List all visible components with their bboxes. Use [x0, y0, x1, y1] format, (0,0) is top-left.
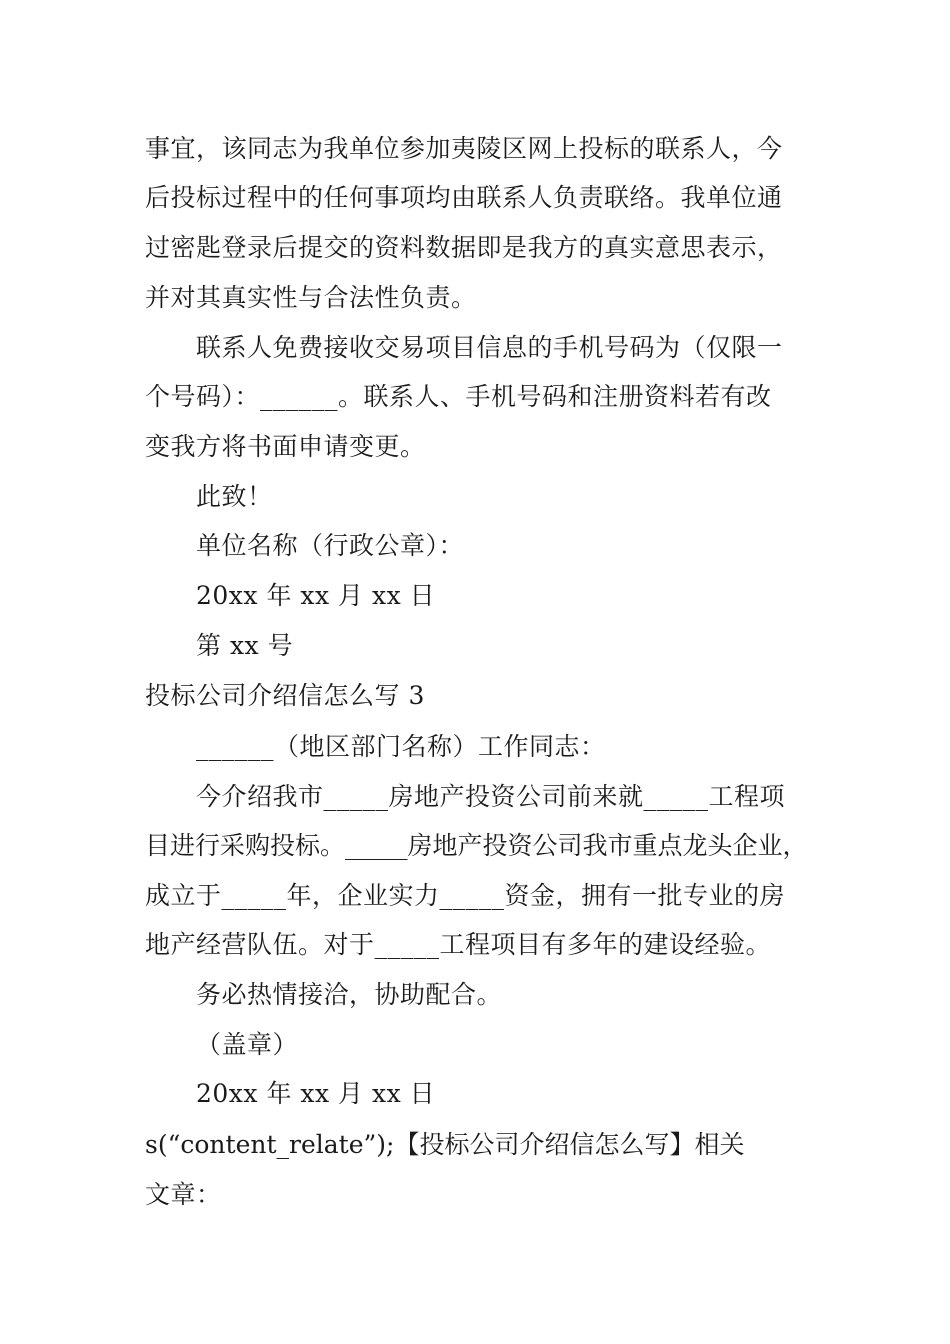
body-text-line: 后投标过程中的任何事项均由联系人负责联络。我单位通: [145, 183, 783, 212]
related-articles-label-continued: 文章：: [145, 1180, 222, 1209]
related-articles-label: s(“content_relate”);【投标公司介绍信怎么写】相关: [145, 1130, 745, 1159]
section-heading: 投标公司介绍信怎么写 3: [145, 681, 425, 710]
body-text-line: 过密匙登录后提交的资料数据即是我方的真实意思表示，: [145, 233, 783, 262]
body-text-line: 事宜，该同志为我单位参加夷陵区网上投标的联系人，今: [145, 134, 783, 163]
body-text-line: 联系人免费接收交易项目信息的手机号码为（仅限一: [196, 333, 783, 362]
body-text-line: 并对其真实性与合法性负责。: [145, 283, 477, 312]
date-text: 20xx 年 xx 月 xx 日: [196, 1079, 436, 1108]
body-text-line: 成立于_____年，企业实力_____资金，拥有一批专业的房: [145, 881, 786, 910]
body-text-line: 目进行采购投标。_____房地产投资公司我市重点龙头企业，: [145, 831, 808, 860]
closing-text: 务必热情接洽，协助配合。: [196, 980, 503, 1009]
body-text-line: 今介绍我市_____房地产投资公司前来就_____工程项: [196, 782, 786, 811]
seal-label: （盖章）: [196, 1030, 299, 1059]
body-text-line: 个号码）：______。联系人、手机号码和注册资料若有改: [145, 382, 772, 411]
addressee-line: ______（地区部门名称）工作同志：: [196, 732, 606, 761]
body-text-line: 地产经营队伍。对于_____工程项目有多年的建设经验。: [145, 930, 772, 959]
date-text: 20xx 年 xx 月 xx 日: [196, 581, 436, 610]
unit-name-label: 单位名称（行政公章）：: [196, 531, 465, 560]
body-text-line: 变我方将书面申请变更。: [145, 432, 426, 461]
reference-number: 第 xx 号: [196, 631, 294, 660]
salutation-text: 此致！: [196, 482, 273, 511]
